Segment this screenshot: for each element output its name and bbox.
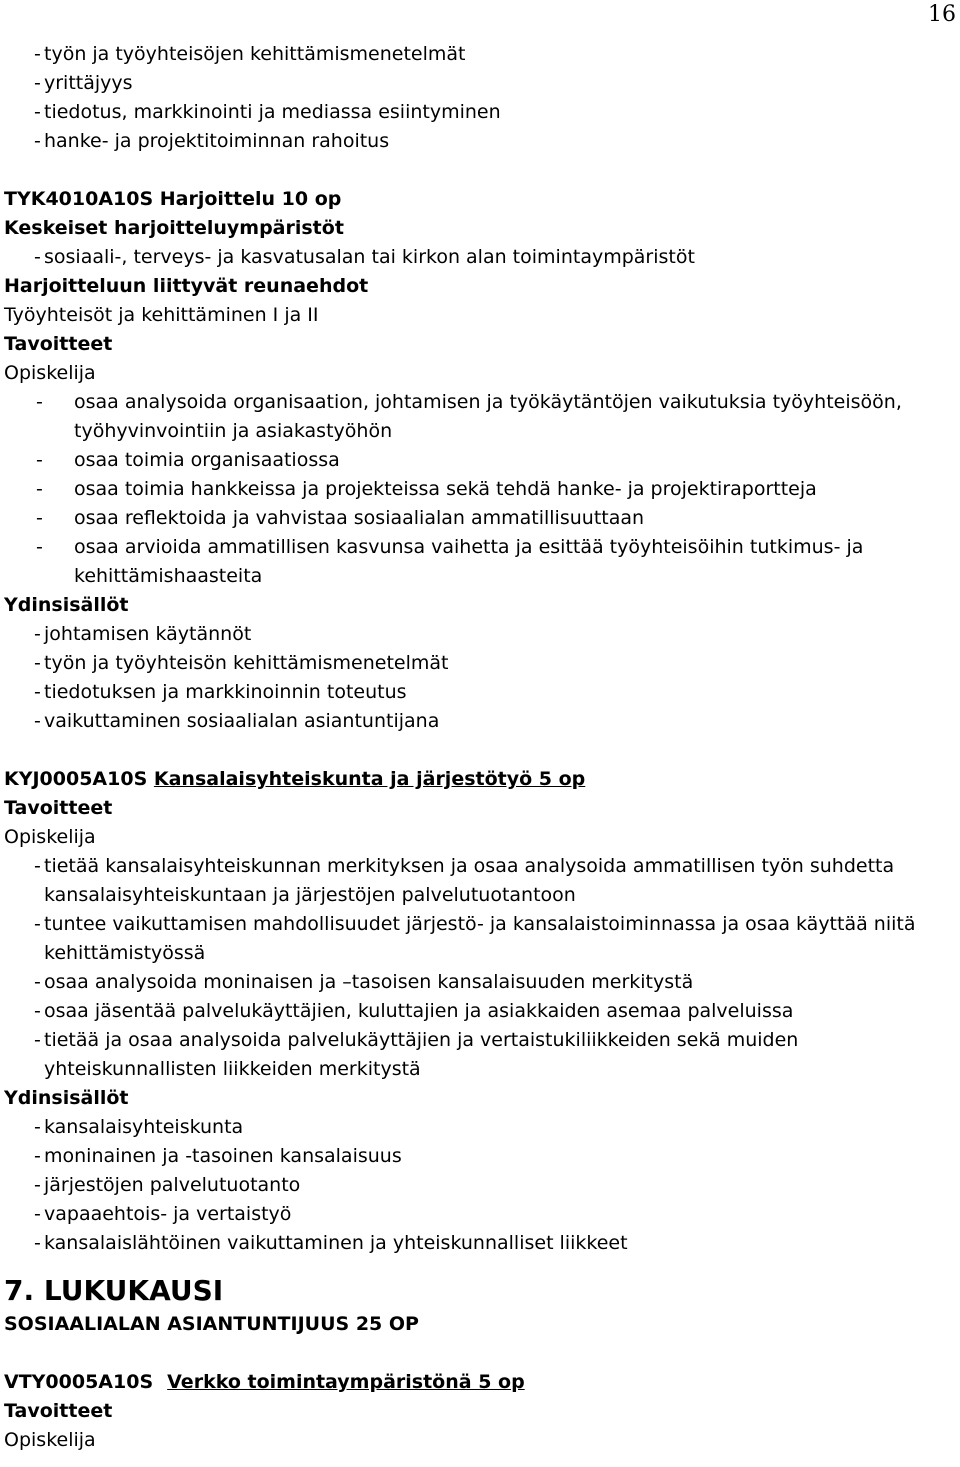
spacer: [4, 1339, 954, 1368]
list-item: - järjestöjen palvelutuotanto: [34, 1174, 301, 1196]
list-item: - tietää kansalaisyhteiskunnan merkityksen ja osaa analysoida ammatillisen työn suhdetta kansalaisyhteiskuntaan ja järjestöjen palvelutuotantoon: [34, 855, 895, 906]
cond-heading: Harjoitteluun liittyvät reunaehdot: [4, 275, 369, 297]
goals-list: [4, 388, 954, 591]
course-code: KYJ0005A10S: [4, 768, 148, 790]
course-code: VTY0005A10S: [4, 1371, 154, 1393]
list-item: - osaa toimia hankkeissa ja projekteissa sekä tehdä hanke- ja projektiraportteja: [36, 478, 817, 500]
course-name: Verkko toimintaympäristönä 5 op: [167, 1371, 525, 1393]
content-list: [4, 1113, 954, 1258]
env-heading: Keskeiset harjoitteluympäristöt: [4, 217, 344, 239]
list-item: - osaa toimia organisaatiossa: [36, 449, 340, 471]
student-label: Opiskelija: [4, 1429, 96, 1451]
list-item: - tietää ja osaa analysoida palvelukäyttäjien ja vertaistukiliikkeiden sekä muiden yhteiskunnallisten liikkeiden merkitystä: [34, 1029, 799, 1080]
page-content: [4, 40, 954, 1455]
list-item: - osaa reflektoida ja vahvistaa sosiaalialan ammatillisuuttaan: [36, 507, 645, 529]
list-item: - tiedotus, markkinointi ja mediassa esiintyminen: [34, 101, 501, 123]
cond-text: Työyhteisöt ja kehittäminen I ja II: [4, 304, 319, 326]
list-item: - johtamisen käytännöt: [34, 623, 252, 645]
list-item: - vapaaehtois- ja vertaistyö: [34, 1203, 292, 1225]
list-item: - osaa jäsentää palvelukäyttäjien, kuluttajien ja asiakkaiden asemaa palveluissa: [34, 1000, 794, 1022]
content-list: [4, 620, 954, 736]
spacer: [4, 736, 954, 765]
list-item: - sosiaali-, terveys- ja kasvatusalan tai kirkon alan toimintaympäristöt: [34, 246, 695, 268]
list-item: - hanke- ja projektitoiminnan rahoitus: [34, 130, 390, 152]
goals-heading: Tavoitteet: [4, 1400, 113, 1422]
page-number: 16: [928, 2, 956, 27]
list-item: - kansalaislähtöinen vaikuttaminen ja yhteiskunnalliset liikkeet: [34, 1232, 628, 1254]
course-title-kyj: [4, 765, 954, 794]
list-item: - yrittäjyys: [34, 72, 133, 94]
semester-title: 7. LUKUKAUSI: [4, 1274, 224, 1307]
goals-list: [4, 852, 954, 1084]
course-title-vty: [4, 1368, 954, 1397]
list-item: - moninainen ja -tasoinen kansalaisuus: [34, 1145, 402, 1167]
semester-subtitle: SOSIAALIALAN ASIANTUNTIJUUS 25 OP: [4, 1313, 419, 1335]
spacer: [4, 156, 954, 185]
list-item: - työn ja työyhteisöjen kehittämismenetelmät: [34, 43, 466, 65]
list-item: - tuntee vaikuttamisen mahdollisuudet järjestö- ja kansalaistoiminnassa ja osaa käyttää niitä kehittämistyössä: [34, 913, 916, 964]
course-name: Kansalaisyhteiskunta ja järjestötyö 5 op: [153, 768, 586, 790]
course-title-tyk: TYK4010A10S Harjoittelu 10 op: [4, 188, 342, 210]
intro-list: [4, 40, 954, 156]
list-item: - osaa arvioida ammatillisen kasvunsa vaihetta ja esittää työyhteisöihin tutkimus- ja kehittämishaasteita: [36, 536, 864, 587]
list-item: - tiedotuksen ja markkinoinnin toteutus: [34, 681, 407, 703]
list-item: - työn ja työyhteisön kehittämismenetelmät: [34, 652, 449, 674]
student-label: Opiskelija: [4, 362, 96, 384]
content-heading: Ydinsisällöt: [4, 594, 129, 616]
content-heading: Ydinsisällöt: [4, 1087, 129, 1109]
list-item: - osaa analysoida moninaisen ja –tasoisen kansalaisuuden merkitystä: [34, 971, 694, 993]
goals-heading: Tavoitteet: [4, 797, 113, 819]
list-item: - kansalaisyhteiskunta: [34, 1116, 244, 1138]
list-item: - vaikuttaminen sosiaalialan asiantuntijana: [34, 710, 440, 732]
student-label: Opiskelija: [4, 826, 96, 848]
goals-heading: Tavoitteet: [4, 333, 113, 355]
spacer: [4, 1258, 954, 1272]
list-item: - osaa analysoida organisaation, johtamisen ja työkäytäntöjen vaikutuksia työyhteisöön, työhyvinvointiin ja asiakastyöhön: [36, 391, 902, 442]
